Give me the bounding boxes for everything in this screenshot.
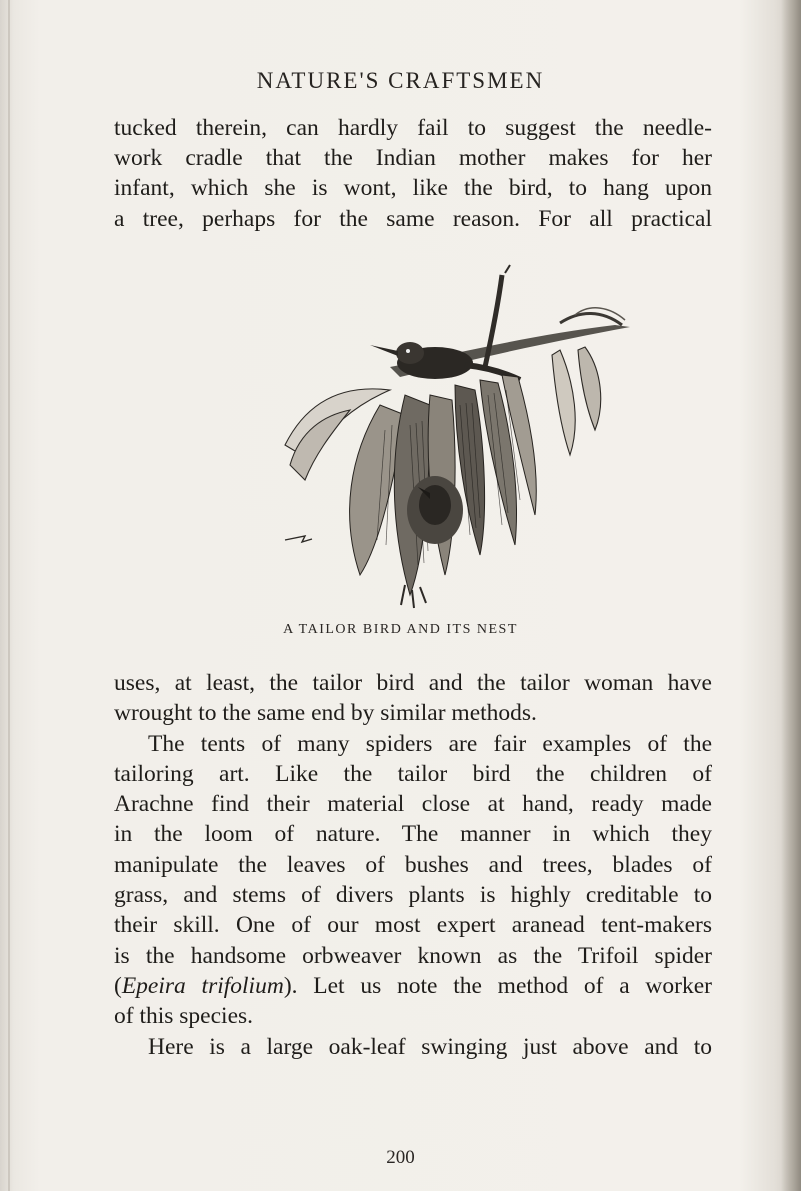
body-text bbox=[114, 668, 712, 1062]
text-line: The tents of many spiders are fair examples of the bbox=[148, 730, 712, 757]
text-line: in the loom of nature. The manner in which they bbox=[114, 821, 712, 848]
text-line: tucked therein, can hardly fail to suggest the needle- bbox=[114, 115, 712, 141]
running-head: NATURE'S CRAFTSMEN bbox=[256, 68, 545, 93]
tailor-bird-nest-illustration bbox=[230, 255, 660, 613]
text-line: infant, which she is wont, like the bird, to hang upon bbox=[114, 175, 712, 202]
figure-caption: A TAILOR BIRD AND ITS NEST bbox=[283, 622, 518, 637]
text-line: their skill. One of our most expert aranead tent-makers bbox=[114, 912, 712, 939]
text-line: uses, at least, the tailor bird and the tailor woman have bbox=[114, 670, 712, 696]
page-number: 200 bbox=[386, 1147, 415, 1168]
text-line: a tree, perhaps for the same reason. For all practical bbox=[114, 205, 712, 232]
text-line: of this species. bbox=[114, 1003, 254, 1030]
top-paragraph bbox=[114, 113, 712, 234]
text-line: manipulate the leaves of bushes and trees, blades of bbox=[114, 851, 712, 878]
species-name: Epeira trifolium bbox=[121, 972, 284, 999]
text-line: tailoring art. Like the tailor bird the children of bbox=[114, 760, 712, 787]
text-line: Arachne find their material close at hand, ready made bbox=[114, 791, 712, 818]
text-line: Here is a large oak-leaf swinging just above and to bbox=[148, 1033, 712, 1060]
text-line: work cradle that the Indian mother makes for her bbox=[114, 145, 712, 172]
text-line: grass, and stems of divers plants is highly creditable to bbox=[114, 882, 712, 909]
text-line-italic-species: (Epeira trifolium). Let us note the method of a worker bbox=[114, 972, 712, 999]
text-line: wrought to the same end by similar methods. bbox=[114, 700, 537, 727]
text-line: is the handsome orbweaver known as the Trifoil spider bbox=[114, 942, 712, 969]
page-edge-shadow bbox=[781, 0, 801, 1191]
page-gutter-shadow bbox=[8, 0, 10, 1191]
